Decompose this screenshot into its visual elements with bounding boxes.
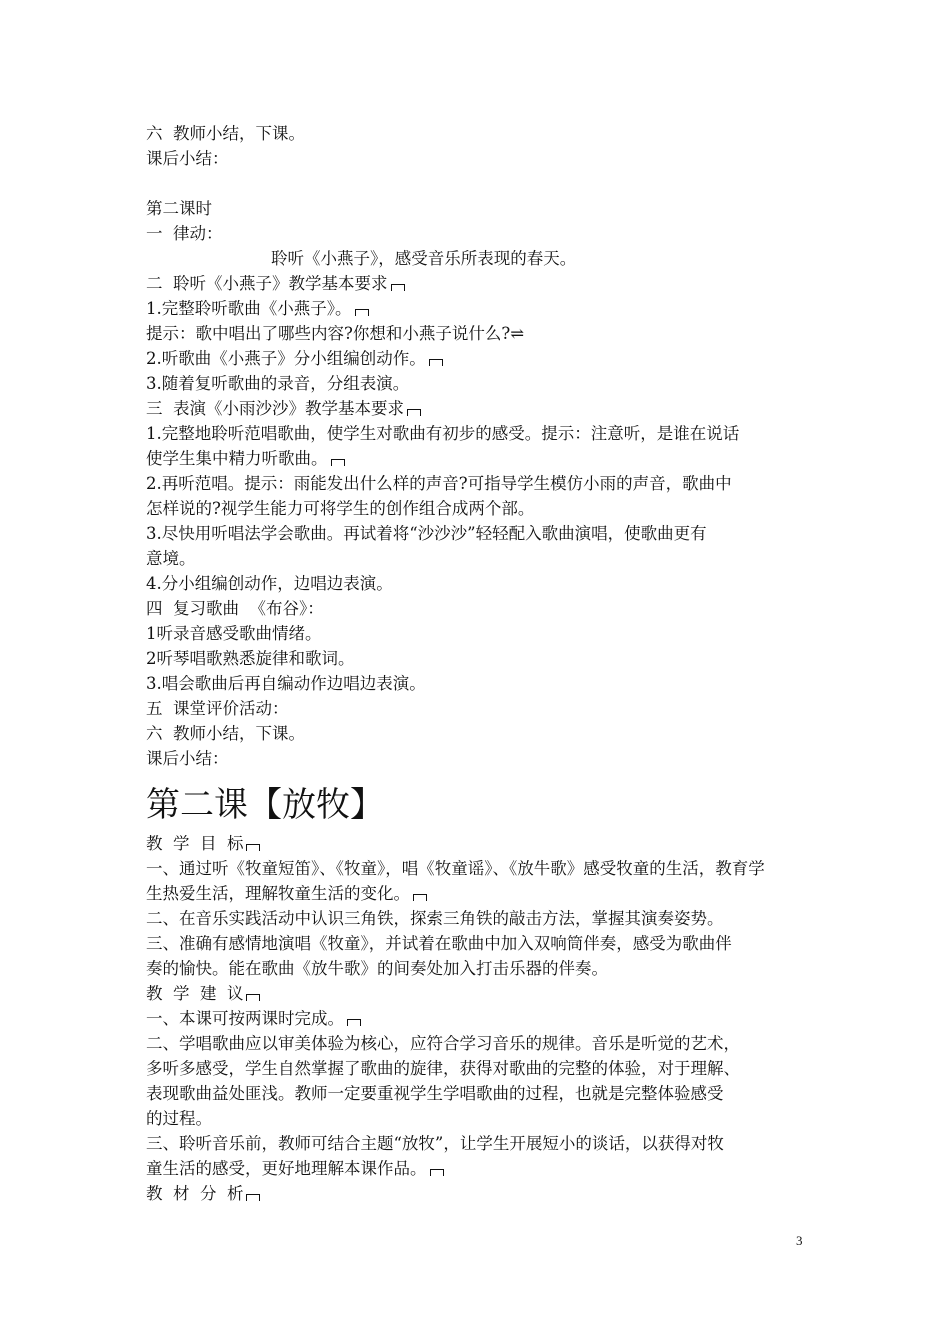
line-text: 一、通过听《牧童短笛》、《牧童》，唱《牧童谣》、《放牛歌》感受牧童的生活，教育学 [146, 859, 765, 878]
line-text: 3.尽快用听唱法学会歌曲。再试着将“沙沙沙”轻轻配入歌曲演唱，使歌曲更有 [146, 524, 707, 543]
paragraph-mark-icon [429, 359, 443, 366]
line-text: 2听琴唱歌熟悉旋律和歌词。 [146, 649, 355, 668]
line-text: 六 教师小结，下课。 [146, 124, 305, 143]
line-text: 2.再听范唱。提示：雨能发出什么样的声音?可指导学生模仿小雨的声音，歌曲中 [146, 474, 732, 493]
text-line [146, 1156, 811, 1181]
text-line [146, 521, 811, 546]
text-line [146, 1056, 811, 1081]
text-line [146, 646, 811, 671]
text-line [146, 696, 811, 721]
line-text: 的过程。 [146, 1109, 212, 1128]
text-line [146, 1181, 811, 1206]
line-text: 教 学 建 议 [146, 984, 244, 1003]
line-text: 三、聆听音乐前，教师可结合主题“放牧”，让学生开展短小的谈话，以获得对牧 [146, 1134, 724, 1153]
text-line [146, 546, 811, 571]
line-text: 二、学唱歌曲应以审美体验为核心，应符合学习音乐的规律。音乐是听觉的艺术， [146, 1034, 740, 1053]
text-line [146, 446, 811, 471]
text-line [146, 496, 811, 521]
line-text: 表现歌曲益处匪浅。教师一定要重视学生学唱歌曲的过程，也就是完整体验感受 [146, 1084, 724, 1103]
line-text: 教 学 目 标 [146, 834, 244, 853]
line-text: 奏的愉快。能在歌曲《放牛歌》的间奏处加入打击乐器的伴奏。 [146, 959, 608, 978]
text-line [146, 396, 811, 421]
text-line [146, 881, 811, 906]
line-text: 课后小结： [146, 749, 229, 768]
text-line [146, 596, 811, 621]
text-line [146, 746, 811, 771]
paragraph-mark-icon [246, 1194, 260, 1201]
text-line [146, 721, 811, 746]
text-line [146, 221, 811, 246]
line-text: 多听多感受，学生自然掌握了歌曲的旋律，获得对歌曲的完整的体验，对于理解、 [146, 1059, 740, 1078]
text-line [146, 471, 811, 496]
text-line [146, 146, 811, 171]
text-line [146, 931, 811, 956]
line-text: 提示：歌中唱出了哪些内容?你想和小燕子说什么?⇌ [146, 324, 525, 343]
line-text: 一、本课可按两课时完成。 [146, 1009, 344, 1028]
text-line [146, 856, 811, 881]
paragraph-mark-icon [413, 894, 427, 901]
paragraph-mark-icon [391, 284, 405, 291]
text-line [146, 1106, 811, 1131]
paragraph-mark-icon [331, 459, 345, 466]
text-line [146, 981, 811, 1006]
line-text: 二、在音乐实践活动中认识三角铁，探索三角铁的敲击方法，掌握其演奏姿势。 [146, 909, 724, 928]
text-line [146, 956, 811, 981]
text-line [146, 621, 811, 646]
line-text: 使学生集中精力听歌曲。 [146, 449, 328, 468]
text-line [146, 371, 811, 396]
page-number: 3 [796, 1233, 803, 1248]
text-line [146, 321, 811, 346]
line-text: 3.随着复听歌曲的录音，分组表演。 [146, 374, 410, 393]
lesson-title [146, 783, 811, 827]
text-line [146, 121, 811, 146]
text-line [146, 831, 811, 856]
paragraph-mark-icon [355, 309, 369, 316]
line-text: 一 律动： [146, 224, 223, 243]
line-text: 六 教师小结，下课。 [146, 724, 305, 743]
paragraph-mark-icon [246, 844, 260, 851]
line-text: 怎样说的?视学生能力可将学生的创作组合成两个部。 [146, 499, 535, 518]
paragraph-mark-icon [347, 1019, 361, 1026]
line-text: 五 课堂评价活动： [146, 699, 289, 718]
text-line [146, 296, 811, 321]
text-line [146, 671, 811, 696]
document-body [146, 121, 811, 1206]
text-line [146, 1131, 811, 1156]
text-line [146, 906, 811, 931]
line-text: 三、准确有感情地演唱《牧童》，并试着在歌曲中加入双响筒伴奏，感受为歌曲伴 [146, 934, 732, 953]
line-text: 1.完整地聆听范唱歌曲，使学生对歌曲有初步的感受。提示：注意听，是谁在说话 [146, 424, 740, 443]
line-text: 第二课时 [146, 199, 212, 218]
line-text: 聆听《小燕子》，感受音乐所表现的春天。 [271, 249, 577, 268]
line-text: 教 材 分 析 [146, 1184, 244, 1203]
line-text: 生热爱生活，理解牧童生活的变化。 [146, 884, 410, 903]
paragraph-mark-icon [246, 994, 260, 1001]
line-text: 第二课【放牧】 [146, 785, 384, 825]
line-text: 2.听歌曲《小燕子》分小组编创动作。 [146, 349, 426, 368]
line-text: 童生活的感受，更好地理解本课作品。 [146, 1159, 427, 1178]
blank-line [146, 171, 811, 196]
text-line [146, 1006, 811, 1031]
line-text: 1听录音感受歌曲情绪。 [146, 624, 322, 643]
line-text: 课后小结： [146, 149, 229, 168]
text-line [146, 346, 811, 371]
text-line [146, 1081, 811, 1106]
text-line [146, 1031, 811, 1056]
line-text: 意境。 [146, 549, 196, 568]
line-text: 4.分小组编创动作，边唱边表演。 [146, 574, 393, 593]
paragraph-mark-icon [407, 409, 421, 416]
line-text: 1.完整聆听歌曲《小燕子》。 [146, 299, 352, 318]
text-line [146, 421, 811, 446]
line-text: 三 表演《小雨沙沙》教学基本要求 [146, 399, 404, 418]
line-text: 二 聆听《小燕子》教学基本要求 [146, 274, 388, 293]
paragraph-mark-icon [430, 1169, 444, 1176]
text-line [146, 196, 811, 221]
text-line [146, 571, 811, 596]
text-line [146, 246, 811, 271]
text-line [146, 271, 811, 296]
line-text: 3.唱会歌曲后再自编动作边唱边表演。 [146, 674, 426, 693]
line-text: 四 复习歌曲 《布谷》： [146, 599, 324, 618]
